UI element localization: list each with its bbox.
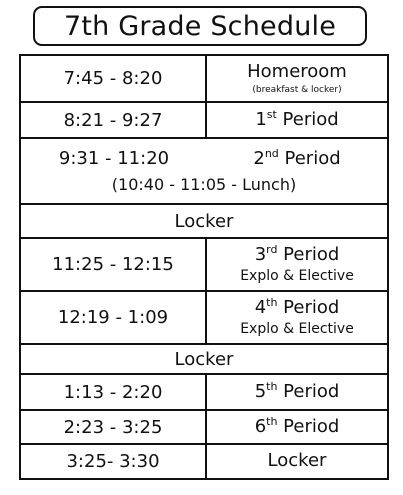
table-row [21,205,387,239]
time-cell: 9:31 - 11:20 [58,148,170,169]
event-detail: Explo & Elective [240,268,354,285]
time-cell: 3:25- 3:30 [21,445,207,478]
page-title: 7th Grade Schedule [33,6,367,46]
time-cell: 7:45 - 8:20 [21,56,207,101]
table-row [21,345,387,375]
lunch-note: (10:40 - 11:05 - Lunch) [111,175,297,194]
time-cell: 8:21 - 9:27 [21,103,207,137]
schedule-table [19,54,389,480]
event-label: Locker [267,450,327,472]
event-label: 2nd Period [253,147,341,169]
table-row [21,239,387,292]
event-detail: Explo & Elective [240,321,354,338]
event-cell [207,56,387,101]
table-row [21,139,387,205]
event-label: 5th Period [254,379,340,402]
event-cell [207,411,387,443]
time-cell: 2:23 - 3:25 [21,411,207,443]
event-label: 4th Period [254,295,340,318]
table-row [21,103,387,139]
table-row [21,411,387,445]
locker-cell: Locker [174,348,234,370]
event-cell [207,103,387,137]
table-row [21,445,387,478]
event-label: Homeroom [247,60,347,82]
event-label: 1st Period [255,107,339,130]
locker-cell: Locker [174,210,234,232]
time-cell: 1:13 - 2:20 [21,375,207,409]
event-label: 3rd Period [254,242,340,265]
wide-cell [21,139,387,203]
time-cell: 12:19 - 1:09 [21,292,207,343]
table-row [21,292,387,345]
event-cell [207,292,387,343]
time-cell: 11:25 - 12:15 [21,239,207,290]
event-cell [207,375,387,409]
event-detail: (breakfast & locker) [252,84,342,95]
event-label: 6th Period [254,414,340,437]
event-cell [207,239,387,290]
table-row [21,375,387,411]
event-cell [207,445,387,478]
table-row [21,56,387,103]
